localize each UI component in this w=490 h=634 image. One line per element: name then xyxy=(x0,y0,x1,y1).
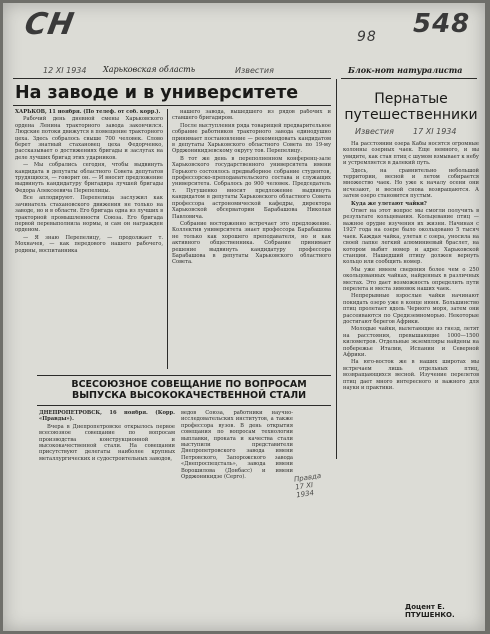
source-note-right: Известия xyxy=(355,127,394,136)
article2-column xyxy=(343,141,479,599)
article1-column-2 xyxy=(172,109,331,369)
archive-mark-left: СН xyxy=(21,7,78,42)
article1-paragraph: — Мы собрались сегодня, чтобы выдвинуть кандидата в депутаты областного Совета депутатов трудящихся, — говорит он. — И вносит предложение выдвинуть кандидатуру бригадира лучшей бригады Федора Алексеевича Перепелицы. xyxy=(15,162,163,194)
article3-title: ВСЕСОЮЗНОЕ СОВЕЩАНИЕ ПО ВОПРОСАМ ВЫПУСКА ВЫСОКОКАЧЕСТВЕННОЙ СТАЛИ xyxy=(71,379,307,401)
article1-title-rule xyxy=(13,105,331,106)
article1-paragraph: Собрание восторженно встречает это предложение. Коллектив университета знает профессора Барабашова не только как хорошего преподавателя, но и как активного общественника. Собрание принимает решение выдвинуть кандидатуру профессора Барабашова в депутаты Харьковского областного Совета. xyxy=(172,220,331,266)
rubric-left: Харьковская область xyxy=(103,65,196,74)
article2-paragraph: Ответ на этот вопрос мы смогли получить в результате кольцевания. Кольцевание птиц — важное орудие изучения их жизни. Начиная с 1927 года на озере было окольцовано 5 тысяч чаек. Каждая чайка, улетая с озера, уносила на своей лапке легкий алюминиевый браслет, на котором выбит номер и адрес Харьковской станции. Нашедший птицу должен вернуть кольцо или сообщить номер. xyxy=(343,208,479,266)
article2-paragraph: Мы уже имеем сведения более чем о 250 окольцованных чайках, найденных в различных местах. Это дает возможность определить пути перелета и места зимовок наших чаек. xyxy=(343,266,479,292)
article3-title-rule xyxy=(37,405,331,406)
article1-paragraph: После выступления ряда товарищей предварительное собрание работников тракторного завода единодушно принимает постановление — рекомендовать кандидатом в депутаты Харьковского областного Совета по 19-му Орджоникидзевскому округу тов. Перепелицу. xyxy=(172,122,331,155)
article3-column-1 xyxy=(39,410,175,498)
date-note-left: 12 XI 1934 xyxy=(43,66,87,75)
article2-paragraph: Здесь, на сравнительно небольшой территории, весной и летом собирается множество чаек. Но уже к началу осени они исчезают, и весной снова возвращаются. А затем озеро становится пустым. xyxy=(343,167,479,200)
rubric-right: Блок-нот натуралиста xyxy=(348,65,463,75)
date-note-right: 17 XI 1934 xyxy=(413,127,457,136)
article2-paragraph: Молодые чайки, вылетающие из гнезд, летят на расстояния, превышающие 1000—1500 километров. Отдельные экземпляры найдены на побережье Италии, Испании и Северной Африки. xyxy=(343,326,479,358)
divider-top-left xyxy=(13,78,331,79)
clipping-divider xyxy=(336,79,337,459)
article2-paragraph: На юго-восток же в наших широтах мы встречаем лишь отдельных птиц, возвращающихся весной. Изучение перелетов птиц дает много интересного и важного для науки и практики. xyxy=(343,359,479,392)
archive-mark-right: 548 xyxy=(413,9,471,39)
article2-paragraph: Непрерывные взрослые чайки начинают покидать озеро уже в конце июня. Большинство птиц пролетает вдоль Черного моря, затем они рассеиваются по Средиземноморью. Некоторые достигают берегов Африки. xyxy=(343,293,479,325)
article1-paragraph: Рабочий день дневной смены Харьковского ордена Ленина тракторного завода закончился. Людские потоки движутся в помещение тракторного цеха. Здесь собралось свыше 700 человек. Слово берет знатный стахановец цеха Федорченко, рассказывает о достижениях бригады и заслугах на деле лучших бригад этих ударников. xyxy=(15,116,163,161)
article2-paragraph: На расстоянии озера Кабы носятся огромные колонны озерных чаек. Еще немного, и вы увидите, как стая птиц с шумом взмывает к небу и устремляется в далекий путь. xyxy=(343,141,479,167)
article2-title: Пернатые путешественники xyxy=(344,91,478,123)
article2-paragraph: Куда же улетают чайки? xyxy=(351,200,427,207)
article1-column-rule xyxy=(167,109,168,369)
article3-top-rule xyxy=(37,375,331,376)
article3-column-2 xyxy=(181,410,293,498)
clipping-sheet xyxy=(3,3,485,631)
article3-paragraph: Вчера в Днепропетровске открылось первое всесоюзное совещание по вопросам производства конструкционной и высококачественной стали. На совещании присутствуют делегаты наиболее крупных металлургических и судостроительных заводов, xyxy=(39,423,175,462)
article1-paragraph: В тот же день в переполненном конференц-зале Харьковского государственного университета имени Горького состоялось предвыборное собрание студентов, профессорско-преподавательского состава и служащих университета. Собралось до 900 человек. Председатель т. Пугушенко вносит предложение выдвинуть кандидатом в депутаты Харьковского областного Совета профессора астрономической кафедры, директора Харьковской обсерватории Барабашова Николая Павловича. xyxy=(172,155,331,220)
archive-mark-mid: 98 xyxy=(357,29,377,45)
date-note-bottom: Правда 17 XI 1934 xyxy=(293,471,322,500)
article2-signature: Доцент Е. ПТУШЕНКО. xyxy=(405,603,455,619)
article1-column-1 xyxy=(15,109,163,369)
article1-paragraph: нашего завода, вышедшего из рядов рабочих и ставшего бригадиром. xyxy=(172,109,331,122)
article1-paragraph: — Я знаю Перепелицу, — продолжает т. Мохначев, — как передового нашего рабочего, родины, воспитанника xyxy=(15,234,163,254)
article1-dateline: ХАРЬКОВ, 11 ноября. (По телеф. от соб. корр.). xyxy=(15,109,161,115)
article1-title: На заводе и в университете xyxy=(15,83,299,103)
source-note-left: Известия xyxy=(235,66,274,75)
article3-paragraph: ведов Союза, работники научно-исследовательских институтов, а также профессора вузов. В день открытия совещания по вопросам технологии выплавки, проката и качества стали выступили представители Днепропетровского завода имени Петровского, Запорожского завода «Днепроспецсталь», завода имени Ворошилова (Донбасс) и имени Орджоникидзе (Серго). xyxy=(181,410,293,481)
article3-dateline: ДНЕПРОПЕТРОВСК, 16 ноября. (Корр. «Правды»). xyxy=(39,410,175,423)
article1-paragraph: Все аплодируют. Перепелица заслужил как зачинатель стахановского движения не только на заводе, но и в области. Его бригада одна из лучших в тракторной промышленности Союза. Его бригада первой перевыполнила нормы, и сам он награжден орденом. xyxy=(15,195,163,234)
divider-top-right xyxy=(341,78,477,79)
